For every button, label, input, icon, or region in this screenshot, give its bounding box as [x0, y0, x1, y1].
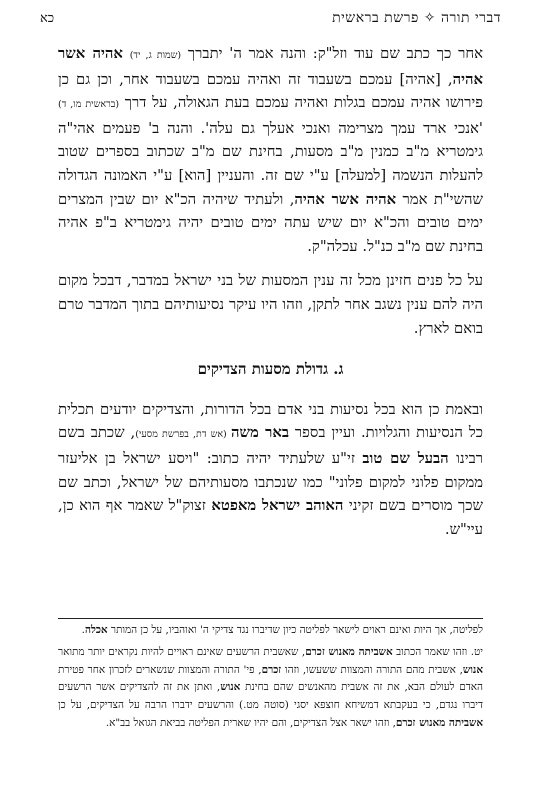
text-run: , ולעתיד שיהיה הכ"א יום שבין המצרים ימים טובים והכ"א יום שיש עתה ימים טובים יהיה גימטריא ב"פ אהיה בחינת שם מ"ב כנ"ל. עכלה"ק.: [58, 190, 483, 255]
text-run: אחר כך כתב שם עוד וזל"ק: והנה אמר ה' יתברך: [181, 45, 483, 62]
text-run: , ואתן את זה להצדיקים אשר הרשעים דיברו נגדם, כי בעקבתא דמשיחא חוצפא יסגי: [58, 681, 483, 712]
text-run: , פי' התורה והמצוות שנשארים לזכרון אחר פטירת האדם לעולם הבא, את זה אשבית מהאנשים שהם בחינת: [58, 663, 483, 694]
footnotes: [58, 622, 483, 733]
rabbi-name: האוהב ישראל מאפטא: [211, 497, 344, 515]
text-run: זצוק"ל שאמר אף הוא כן, עיי"ש.: [58, 497, 483, 538]
text-run: זי"ע שלעתיד יהיה כתוב: "ויסע ישראל בן אליעזר ממקום פלוני למקום פלוני" כמו שנכתבו מסעותיהם של ישראל, וכתב שם שכך מוסרים בשם זקיני: [58, 449, 483, 515]
text-run: , [אהיה] עמכם בשעבוד זה ואהיה עמכם בשעבוד אחר, וכן גם כן פירושו אהיה עמכם בגלות ואהיה עמכם בעת הגאולה, על דרך: [58, 70, 483, 112]
emphasized-quote: אשביתה מאנוש זכרם: [305, 645, 393, 658]
text-run: 'אנכי ארד עמך מצרימה ואנכי אעלך גם עלה'. והנה ב' פעמים אהי"ה גימטריא מ"ב כמנין מ"ב מסעות, בחינת שם מ"ב שכתוב בספרים שטוב להעלות הנשמה [למעלה] ע"י שם זה. והעניין [הוא] ע"י האמונה הגדולה שהשי"ת אמר: [58, 119, 484, 208]
emphasized-word: זכרם: [261, 663, 282, 676]
book-title: באר משה: [230, 424, 289, 442]
footnote-continuation: [58, 622, 483, 640]
text-run: לפליטה, אך היות ואינם ראוים לישאר לפליטה כיון שדיברו נגד צדיקי ה' ואוהביו, על כן המותר: [107, 624, 483, 636]
emphasized-word: אנוש: [220, 681, 241, 694]
text-run: ובאמת כן הוא בכל נסיעות בני אדם בכל הדורות, והצדיקים יודעים תכלית כל הנסיעות והגלויות. ועיין בספר: [58, 400, 483, 442]
text-run: [123, 45, 130, 62]
paragraph-2: על כל פנים חזינן מכל זה ענין המסעות של בני ישראל במדבר, דבכל מקום היה להם ענין נשגב אחר לתקן, וזהו היו עיקר נסיעותיהם בתוך המדבר טרם בואם לארץ.: [58, 272, 483, 337]
source-reference: (אש דת, בפרשת מסעי): [135, 429, 231, 441]
text-run: , וזהו ישאר אצל הצדיקים, והם יהיו שארית הפליטה בביאת הגואל בב"א.: [105, 716, 396, 729]
running-title: דברי תורה ✧ פרשת בראשית: [332, 10, 501, 26]
paragraph-1: [58, 42, 483, 258]
emphasized-quote: אהיה אשר אהיה: [294, 190, 397, 208]
text-run: , שכתב בשם רבינו: [58, 424, 483, 467]
source-reference: (סוטה מט.): [239, 699, 289, 712]
emphasized-word: אנוש: [462, 663, 483, 676]
source-reference: (שמות ג, יד): [129, 50, 182, 61]
running-header: [40, 10, 501, 27]
footnote-19: [58, 644, 483, 733]
emphasized-quote: אהיה אשר אהיה: [58, 45, 483, 88]
text-run: , אשבית מהם התורה והמצוות ששעשו, וזהו: [281, 663, 463, 676]
rabbi-name: הבעל שם טוב: [362, 449, 449, 467]
text-run: , שאשבית הרשעים שאינם ראויים להיות נקראים יותר מתואר: [58, 645, 306, 658]
paragraph-3: [58, 398, 483, 542]
emphasized-quote: אשביתה מאנוש זכרם: [395, 716, 483, 729]
main-text: [58, 42, 483, 541]
emphasized-word: אכלה: [84, 624, 108, 636]
footnote-divider: [58, 618, 483, 619]
section-heading: ג. גדולת מסעות הצדיקים: [197, 360, 344, 379]
text-run: יט. וזהו שאמר הכתוב: [392, 645, 483, 658]
source-reference: (בראשית מו, ד): [58, 99, 120, 111]
text-run: .: [81, 624, 85, 636]
text-run: והרשעים ידברו הרבה על הצדיקים, על כן: [58, 699, 240, 712]
page-number: כא: [40, 11, 55, 26]
